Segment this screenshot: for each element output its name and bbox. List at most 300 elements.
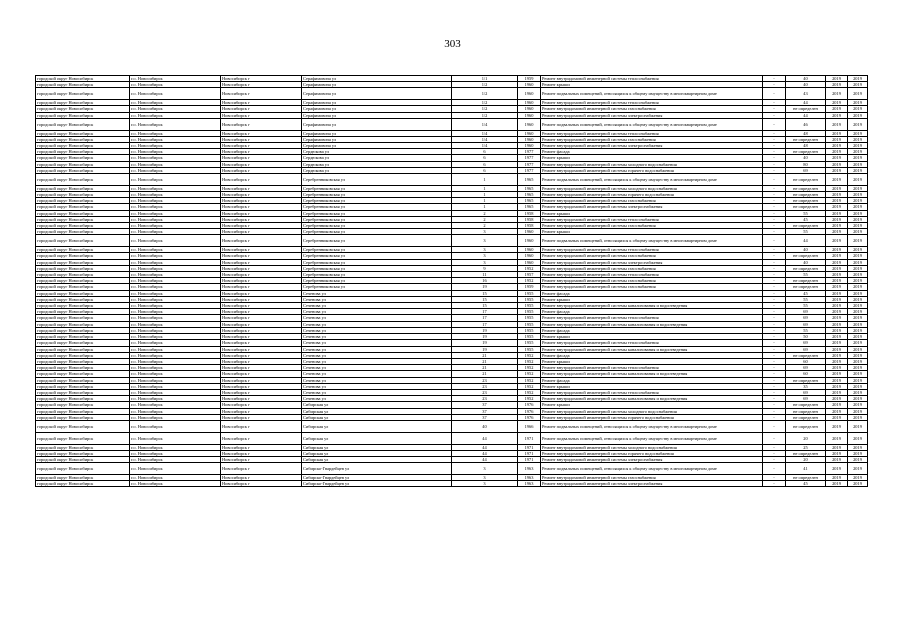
plan-year-start-cell: 2019 — [826, 340, 848, 346]
street-cell: Серафимовича ул — [302, 112, 452, 118]
service-life-cell: 69 — [786, 365, 826, 371]
street-cell: Сеченова ул — [302, 377, 452, 383]
work-type-cell: Ремонт внутридомовой инженерной системы газоснабжения — [541, 278, 763, 284]
locality-cell: Новосибирск г — [221, 76, 302, 82]
municipal-district-cell: городской округ Новосибирск — [36, 185, 130, 191]
plan-year-start-cell: 2019 — [826, 106, 848, 112]
dash-cell: - — [763, 278, 786, 284]
municipality-cell: г.о. Новосибирск — [130, 463, 221, 475]
street-cell: Сеченова ул — [302, 346, 452, 352]
municipality-cell: г.о. Новосибирск — [130, 106, 221, 112]
locality-cell: Новосибирск г — [221, 88, 302, 100]
service-life-cell: не определен — [786, 377, 826, 383]
plan-year-start-cell: 2019 — [826, 309, 848, 315]
service-life-cell: 55 — [786, 210, 826, 216]
municipality-cell: г.о. Новосибирск — [130, 444, 221, 450]
municipal-district-cell: городской округ Новосибирск — [36, 346, 130, 352]
house-number-cell: 3 — [452, 253, 518, 259]
locality-cell: Новосибирск г — [221, 420, 302, 432]
service-life-cell: 44 — [786, 235, 826, 247]
plan-year-start-cell: 2019 — [826, 456, 848, 462]
municipal-district-cell: городской округ Новосибирск — [36, 247, 130, 253]
street-cell: Сеченова ул — [302, 340, 452, 346]
dash-cell: - — [763, 456, 786, 462]
service-life-cell: 80 — [786, 161, 826, 167]
work-type-cell: Ремонт внутридомовой инженерной системы канализования и водоотведения — [541, 396, 763, 402]
service-life-cell: 20 — [786, 456, 826, 462]
plan-year-end-cell: 2019 — [848, 223, 868, 229]
plan-year-end-cell: 2019 — [848, 408, 868, 414]
work-type-cell: Ремонт внутридомовой инженерной системы газоснабжения — [541, 223, 763, 229]
plan-year-start-cell: 2019 — [826, 204, 848, 210]
municipality-cell: г.о. Новосибирск — [130, 247, 221, 253]
dash-cell: - — [763, 402, 786, 408]
municipal-district-cell: городской округ Новосибирск — [36, 210, 130, 216]
plan-year-start-cell: 2019 — [826, 192, 848, 198]
municipal-district-cell: городской округ Новосибирск — [36, 198, 130, 204]
table-row — [36, 235, 868, 247]
house-number-cell: 37 — [452, 414, 518, 420]
build-year-cell: 1952 — [518, 278, 541, 284]
house-number-cell: 1/2 — [452, 100, 518, 106]
dash-cell: - — [763, 223, 786, 229]
street-cell: Сеченова ул — [302, 296, 452, 302]
locality-cell: Новосибирск г — [221, 210, 302, 216]
service-life-cell: 55 — [786, 303, 826, 309]
municipal-district-cell: городской округ Новосибирск — [36, 229, 130, 235]
street-cell: Серафимовича ул — [302, 100, 452, 106]
work-type-cell: Ремонт крыши — [541, 229, 763, 235]
build-year-cell: 1955 — [518, 315, 541, 321]
work-type-cell: Ремонт фасада — [541, 327, 763, 333]
house-number-cell: 17 — [452, 309, 518, 315]
plan-year-start-cell: 2019 — [826, 155, 848, 161]
plan-year-end-cell: 2019 — [848, 204, 868, 210]
service-life-cell: 40 — [786, 247, 826, 253]
locality-cell: Новосибирск г — [221, 167, 302, 173]
municipality-cell: г.о. Новосибирск — [130, 259, 221, 265]
house-number-cell: 1/2 — [452, 112, 518, 118]
locality-cell: Новосибирск г — [221, 247, 302, 253]
work-type-cell: Ремонт внутридомовой инженерной системы газоснабжения — [541, 284, 763, 290]
plan-year-start-cell: 2019 — [826, 321, 848, 327]
locality-cell: Новосибирск г — [221, 334, 302, 340]
street-cell: Серебренниковская ул — [302, 247, 452, 253]
dash-cell: - — [763, 210, 786, 216]
plan-year-start-cell: 2019 — [826, 88, 848, 100]
dash-cell: - — [763, 309, 786, 315]
house-number-cell: 1/2 — [452, 106, 518, 112]
plan-year-start-cell: 2019 — [826, 265, 848, 271]
municipal-district-cell: городской округ Новосибирск — [36, 296, 130, 302]
dash-cell: - — [763, 76, 786, 82]
house-number-cell: 16 — [452, 278, 518, 284]
work-type-cell: Ремонт внутридомовой инженерной системы канализования и водоотведения — [541, 371, 763, 377]
work-type-cell: Ремонт фасада — [541, 309, 763, 315]
locality-cell: Новосибирск г — [221, 346, 302, 352]
dash-cell: - — [763, 112, 786, 118]
dash-cell: - — [763, 265, 786, 271]
municipality-cell: г.о. Новосибирск — [130, 352, 221, 358]
house-number-cell: 19 — [452, 327, 518, 333]
service-life-cell: 45 — [786, 481, 826, 487]
plan-year-start-cell: 2019 — [826, 247, 848, 253]
municipality-cell: г.о. Новосибирск — [130, 235, 221, 247]
house-number-cell: 1 — [452, 192, 518, 198]
service-life-cell: не определен — [786, 106, 826, 112]
build-year-cell: 1965 — [518, 204, 541, 210]
build-year-cell: 1957 — [518, 272, 541, 278]
build-year-cell: 1952 — [518, 383, 541, 389]
build-year-cell: 1952 — [518, 358, 541, 364]
plan-year-end-cell: 2019 — [848, 88, 868, 100]
dash-cell: - — [763, 420, 786, 432]
dash-cell: - — [763, 408, 786, 414]
plan-year-end-cell: 2019 — [848, 155, 868, 161]
locality-cell: Новосибирск г — [221, 100, 302, 106]
build-year-cell: 1976 — [518, 402, 541, 408]
work-type-cell: Ремонт подвальных помещений, относящихся к общему имуществу в многоквартирном доме — [541, 235, 763, 247]
plan-year-start-cell: 2019 — [826, 223, 848, 229]
work-type-cell: Ремонт внутридомовой инженерной системы теплоснабжения — [541, 216, 763, 222]
plan-year-start-cell: 2019 — [826, 284, 848, 290]
dash-cell: - — [763, 450, 786, 456]
dash-cell: - — [763, 247, 786, 253]
service-life-cell: 41 — [786, 463, 826, 475]
service-life-cell: 50 — [786, 334, 826, 340]
work-type-cell: Ремонт крыши — [541, 296, 763, 302]
street-cell: Сибирско-Гвардейцев ул — [302, 463, 452, 475]
plan-year-end-cell: 2019 — [848, 136, 868, 142]
dash-cell: - — [763, 130, 786, 136]
locality-cell: Новосибирск г — [221, 253, 302, 259]
repair-registry-table — [35, 75, 868, 487]
house-number-cell: 15 — [452, 290, 518, 296]
dash-cell: - — [763, 474, 786, 480]
plan-year-start-cell: 2019 — [826, 352, 848, 358]
municipality-cell: г.о. Новосибирск — [130, 309, 221, 315]
work-type-cell: Ремонт крыши — [541, 82, 763, 88]
build-year-cell: 1960 — [518, 100, 541, 106]
locality-cell: Новосибирск г — [221, 408, 302, 414]
municipal-district-cell: городской округ Новосибирск — [36, 253, 130, 259]
dash-cell: - — [763, 235, 786, 247]
plan-year-end-cell: 2019 — [848, 100, 868, 106]
locality-cell: Новосибирск г — [221, 161, 302, 167]
work-type-cell: Ремонт внутридомовой инженерной системы газоснабжения — [541, 106, 763, 112]
municipal-district-cell: городской округ Новосибирск — [36, 444, 130, 450]
dash-cell: - — [763, 216, 786, 222]
plan-year-start-cell: 2019 — [826, 315, 848, 321]
street-cell: Сибирско-Гвардейцев ул — [302, 474, 452, 480]
build-year-cell: 1971 — [518, 444, 541, 450]
municipal-district-cell: городской округ Новосибирск — [36, 235, 130, 247]
build-year-cell: 1971 — [518, 450, 541, 456]
plan-year-start-cell: 2019 — [826, 408, 848, 414]
plan-year-end-cell: 2019 — [848, 174, 868, 186]
street-cell: Сибирская ул — [302, 408, 452, 414]
locality-cell: Новосибирск г — [221, 155, 302, 161]
municipal-district-cell: городской округ Новосибирск — [36, 259, 130, 265]
municipality-cell: г.о. Новосибирск — [130, 346, 221, 352]
build-year-cell: 1960 — [518, 82, 541, 88]
plan-year-start-cell: 2019 — [826, 334, 848, 340]
house-number-cell: 44 — [452, 456, 518, 462]
municipality-cell: г.о. Новосибирск — [130, 474, 221, 480]
plan-year-start-cell: 2019 — [826, 210, 848, 216]
municipality-cell: г.о. Новосибирск — [130, 290, 221, 296]
house-number-cell: 44 — [452, 444, 518, 450]
service-life-cell: 44 — [786, 100, 826, 106]
municipal-district-cell: городской округ Новосибирск — [36, 167, 130, 173]
dash-cell: - — [763, 204, 786, 210]
plan-year-start-cell: 2019 — [826, 420, 848, 432]
plan-year-start-cell: 2019 — [826, 259, 848, 265]
plan-year-end-cell: 2019 — [848, 198, 868, 204]
work-type-cell: Ремонт фасада — [541, 149, 763, 155]
street-cell: Сеченова ул — [302, 365, 452, 371]
street-cell: Сеченова ул — [302, 303, 452, 309]
municipal-district-cell: городской округ Новосибирск — [36, 315, 130, 321]
service-life-cell: 69 — [786, 309, 826, 315]
house-number-cell: 1 — [452, 198, 518, 204]
build-year-cell: 1960 — [518, 112, 541, 118]
service-life-cell: не определен — [786, 185, 826, 191]
plan-year-start-cell: 2019 — [826, 198, 848, 204]
house-number-cell: 21 — [452, 352, 518, 358]
service-life-cell: 69 — [786, 389, 826, 395]
work-type-cell: Ремонт внутридомовой инженерной системы горячего водоснабжения — [541, 450, 763, 456]
plan-year-start-cell: 2019 — [826, 481, 848, 487]
municipal-district-cell: городской округ Новосибирск — [36, 118, 130, 130]
build-year-cell: 1976 — [518, 408, 541, 414]
build-year-cell: 1958 — [518, 210, 541, 216]
work-type-cell: Ремонт внутридомовой инженерной системы канализования и водоотведения — [541, 303, 763, 309]
street-cell: Сеченова ул — [302, 389, 452, 395]
table-row — [36, 481, 868, 487]
work-type-cell: Ремонт внутридомовой инженерной системы теплоснабжения — [541, 76, 763, 82]
work-type-cell: Ремонт крыши — [541, 358, 763, 364]
municipal-district-cell: городской округ Новосибирск — [36, 303, 130, 309]
house-number-cell: 19 — [452, 334, 518, 340]
municipality-cell: г.о. Новосибирск — [130, 82, 221, 88]
municipal-district-cell: городской округ Новосибирск — [36, 112, 130, 118]
table-row — [36, 118, 868, 130]
locality-cell: Новосибирск г — [221, 149, 302, 155]
locality-cell: Новосибирск г — [221, 290, 302, 296]
house-number-cell: 3 — [452, 229, 518, 235]
municipal-district-cell: городской округ Новосибирск — [36, 408, 130, 414]
plan-year-start-cell: 2019 — [826, 278, 848, 284]
municipal-district-cell: городской округ Новосибирск — [36, 377, 130, 383]
street-cell: Сеченова ул — [302, 327, 452, 333]
street-cell: Серебренниковская ул — [302, 272, 452, 278]
plan-year-end-cell: 2019 — [848, 259, 868, 265]
work-type-cell: Ремонт подвальных помещений, относящихся к общему имуществу в многоквартирном доме — [541, 420, 763, 432]
house-number-cell: 19 — [452, 284, 518, 290]
dash-cell: - — [763, 229, 786, 235]
municipality-cell: г.о. Новосибирск — [130, 371, 221, 377]
build-year-cell: 1960 — [518, 88, 541, 100]
municipality-cell: г.о. Новосибирск — [130, 396, 221, 402]
municipal-district-cell: городской округ Новосибирск — [36, 365, 130, 371]
plan-year-start-cell: 2019 — [826, 136, 848, 142]
table-row — [36, 88, 868, 100]
plan-year-start-cell: 2019 — [826, 216, 848, 222]
municipal-district-cell: городской округ Новосибирск — [36, 272, 130, 278]
plan-year-start-cell: 2019 — [826, 161, 848, 167]
work-type-cell: Ремонт подвальных помещений, относящихся к общему имуществу в многоквартирном доме — [541, 174, 763, 186]
plan-year-end-cell: 2019 — [848, 76, 868, 82]
work-type-cell: Ремонт внутридомовой инженерной системы газоснабжения — [541, 265, 763, 271]
locality-cell: Новосибирск г — [221, 284, 302, 290]
dash-cell: - — [763, 88, 786, 100]
municipality-cell: г.о. Новосибирск — [130, 284, 221, 290]
house-number-cell: 15 — [452, 296, 518, 302]
table-row — [36, 174, 868, 186]
service-life-cell: не определен — [786, 474, 826, 480]
plan-year-start-cell: 2019 — [826, 402, 848, 408]
locality-cell: Новосибирск г — [221, 198, 302, 204]
plan-year-end-cell: 2019 — [848, 315, 868, 321]
service-life-cell: не определен — [786, 149, 826, 155]
build-year-cell: 1963 — [518, 463, 541, 475]
municipal-district-cell: городской округ Новосибирск — [36, 352, 130, 358]
work-type-cell: Ремонт внутридомовой инженерной системы холодного водоснабжения — [541, 444, 763, 450]
municipal-district-cell: городской округ Новосибирск — [36, 223, 130, 229]
table-row — [36, 463, 868, 475]
house-number-cell: 44 — [452, 432, 518, 444]
service-life-cell: 55 — [786, 296, 826, 302]
plan-year-end-cell: 2019 — [848, 112, 868, 118]
street-cell: Сибирская ул — [302, 444, 452, 450]
municipality-cell: г.о. Новосибирск — [130, 229, 221, 235]
plan-year-start-cell: 2019 — [826, 396, 848, 402]
dash-cell: - — [763, 383, 786, 389]
street-cell: Серебренниковская ул — [302, 210, 452, 216]
locality-cell: Новосибирск г — [221, 278, 302, 284]
plan-year-start-cell: 2019 — [826, 303, 848, 309]
municipal-district-cell: городской округ Новосибирск — [36, 192, 130, 198]
plan-year-end-cell: 2019 — [848, 185, 868, 191]
dash-cell: - — [763, 365, 786, 371]
municipality-cell: г.о. Новосибирск — [130, 136, 221, 142]
service-life-cell: 40 — [786, 155, 826, 161]
dash-cell: - — [763, 315, 786, 321]
plan-year-start-cell: 2019 — [826, 235, 848, 247]
work-type-cell: Ремонт внутридомовой инженерной системы холодного водоснабжения — [541, 185, 763, 191]
street-cell: Серебренниковская ул — [302, 185, 452, 191]
municipality-cell: г.о. Новосибирск — [130, 185, 221, 191]
locality-cell: Новосибирск г — [221, 358, 302, 364]
service-life-cell: 40 — [786, 76, 826, 82]
plan-year-end-cell: 2019 — [848, 229, 868, 235]
municipality-cell: г.о. Новосибирск — [130, 155, 221, 161]
plan-year-end-cell: 2019 — [848, 383, 868, 389]
work-type-cell: Ремонт подвальных помещений, относящихся к общему имуществу в многоквартирном доме — [541, 432, 763, 444]
plan-year-start-cell: 2019 — [826, 358, 848, 364]
plan-year-start-cell: 2019 — [826, 444, 848, 450]
build-year-cell: 1960 — [518, 259, 541, 265]
municipality-cell: г.о. Новосибирск — [130, 365, 221, 371]
build-year-cell: 1960 — [518, 118, 541, 130]
plan-year-end-cell: 2019 — [848, 149, 868, 155]
street-cell: Серебренниковская ул — [302, 229, 452, 235]
municipality-cell: г.о. Новосибирск — [130, 321, 221, 327]
locality-cell: Новосибирск г — [221, 192, 302, 198]
locality-cell: Новосибирск г — [221, 185, 302, 191]
service-life-cell: 55 — [786, 229, 826, 235]
plan-year-start-cell: 2019 — [826, 377, 848, 383]
municipality-cell: г.о. Новосибирск — [130, 76, 221, 82]
work-type-cell: Ремонт внутридомовой инженерной системы газоснабжения — [541, 253, 763, 259]
service-life-cell: не определен — [786, 284, 826, 290]
build-year-cell: 1952 — [518, 371, 541, 377]
locality-cell: Новосибирск г — [221, 136, 302, 142]
locality-cell: Новосибирск г — [221, 327, 302, 333]
service-life-cell: не определен — [786, 223, 826, 229]
locality-cell: Новосибирск г — [221, 474, 302, 480]
municipal-district-cell: городской округ Новосибирск — [36, 414, 130, 420]
house-number-cell: 1/2 — [452, 88, 518, 100]
service-life-cell: не определен — [786, 204, 826, 210]
build-year-cell: 1976 — [518, 414, 541, 420]
locality-cell: Новосибирск г — [221, 303, 302, 309]
build-year-cell: 1959 — [518, 76, 541, 82]
dash-cell: - — [763, 106, 786, 112]
build-year-cell: 1952 — [518, 396, 541, 402]
house-number-cell: 23 — [452, 383, 518, 389]
municipality-cell: г.о. Новосибирск — [130, 161, 221, 167]
street-cell: Серебренниковская ул — [302, 223, 452, 229]
house-number-cell: 1/4 — [452, 118, 518, 130]
municipal-district-cell: городской округ Новосибирск — [36, 161, 130, 167]
municipality-cell: г.о. Новосибирск — [130, 204, 221, 210]
locality-cell: Новосибирск г — [221, 216, 302, 222]
house-number-cell: 1 — [452, 185, 518, 191]
municipality-cell: г.о. Новосибирск — [130, 100, 221, 106]
house-number-cell: 21 — [452, 365, 518, 371]
service-life-cell: 48 — [786, 143, 826, 149]
service-life-cell: не определен — [786, 192, 826, 198]
municipality-cell: г.о. Новосибирск — [130, 450, 221, 456]
dash-cell: - — [763, 161, 786, 167]
service-life-cell: не определен — [786, 408, 826, 414]
table-row — [36, 432, 868, 444]
service-life-cell: 20 — [786, 432, 826, 444]
street-cell: Серафимовича ул — [302, 106, 452, 112]
dash-cell: - — [763, 481, 786, 487]
work-type-cell: Ремонт внутридомовой инженерной системы горячего водоснабжения — [541, 192, 763, 198]
plan-year-end-cell: 2019 — [848, 463, 868, 475]
plan-year-end-cell: 2019 — [848, 82, 868, 88]
plan-year-start-cell: 2019 — [826, 272, 848, 278]
street-cell: Сеченова ул — [302, 290, 452, 296]
locality-cell: Новосибирск г — [221, 450, 302, 456]
work-type-cell: Ремонт внутридомовой инженерной системы теплоснабжения — [541, 340, 763, 346]
build-year-cell: 1955 — [518, 321, 541, 327]
locality-cell: Новосибирск г — [221, 481, 302, 487]
dash-cell: - — [763, 259, 786, 265]
house-number-cell: 2 — [452, 216, 518, 222]
municipal-district-cell: городской округ Новосибирск — [36, 450, 130, 456]
work-type-cell: Ремонт внутридомовой инженерной системы газоснабжения — [541, 474, 763, 480]
house-number-cell: 1/4 — [452, 130, 518, 136]
street-cell: Сердюкова ул — [302, 167, 452, 173]
dash-cell: - — [763, 321, 786, 327]
plan-year-start-cell: 2019 — [826, 290, 848, 296]
house-number-cell: 1/2 — [452, 82, 518, 88]
